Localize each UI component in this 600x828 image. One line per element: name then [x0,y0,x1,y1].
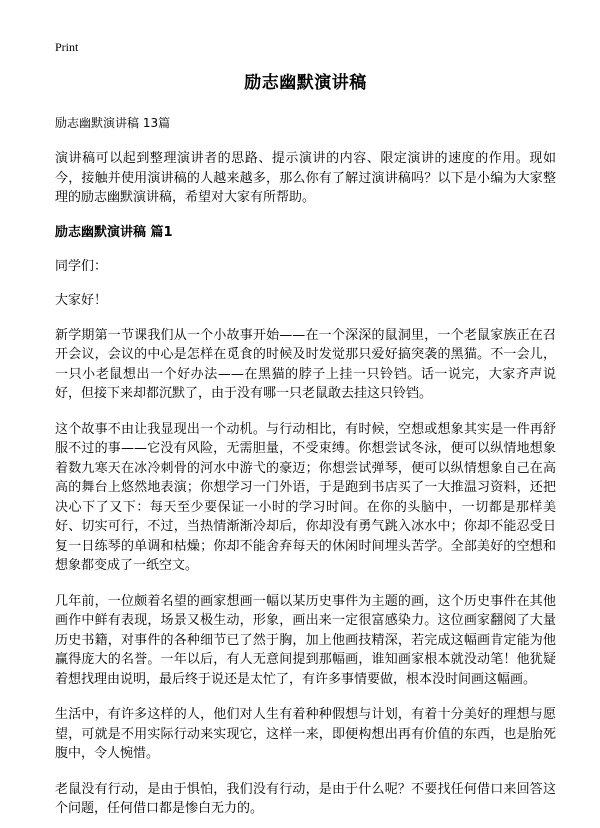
document-title: 励志幽默演讲稿 [244,73,367,93]
body-paragraph: 生活中，有许多这样的人，他们对人生有着种种假想与计划，有着十分美好的理想与愿望，可就是不用实际行动来实现它，这样一来，即便构想出再有价值的东西，也是胎死腹中，令人惋惜。 [55,707,556,761]
body-paragraph: 老鼠没有行动，是由于惧怕，我们没有行动，是由于什么呢？不要找任何借口来回答这个问题，任何借口都是惨白无力的。 [55,781,556,816]
intro-paragraph: 演讲稿可以起到整理演讲者的思路、提示演讲的内容、限定演讲的速度的作用。现如今，接触并使用演讲稿的人越来越多，那么你有了解过演讲稿吗？以下是小编为大家整理的励志幽默演讲稿，希望对大家有所帮助。 [55,151,556,205]
print-link[interactable]: Print [55,40,79,54]
body-paragraph: 新学期第一节课我们从一个小故事开始——在一个深深的鼠洞里，一个老鼠家族正在召开会议，会议的中心是怎样在觅食的时候及时发觉那只爱好搞突袭的黑猫。不一会儿，一只小老鼠想出一个好办法——在黑猫的脖子上挂一只铃铛。话一说完，大家齐声说好，但接下来却都沉默了，由于没有哪一只老鼠敢去挂这只铃铛。 [55,327,556,401]
body-paragraph: 几年前，一位颇着名望的画家想画一幅以某历史事件为主题的画，这个历史事件在其他画作中鲜有表现，场景又极生动，形象，画出来一定很富感染力。这位画家翻阅了大量历史书籍，对事件的各种细节已了然于胸，加上他画技精深，若完成这幅画肯定能为他赢得庞大的名誉。一年以后，有人无意间提到那幅画，谁知画家根本就没动笔！他犹疑着想找理由说明，最后终于说还是太忙了，有许多事情要做，根本没时间画这幅画。 [55,593,556,687]
document-subtitle: 励志幽默演讲稿 13篇 [55,116,171,130]
greeting-hello: 大家好！ [55,292,108,308]
body-paragraph: 这个故事不由让我显现出一个动机。与行动相比，有时候，空想或想象其实是一件再舒服不过的事——它没有风险，无需胆量，不受束缚。你想尝试冬泳，便可以纵情地想象着数九寒天在冰冷刺骨的河水中游弋的豪迈；你想尝试弹琴，便可以纵情想象自己在高高的舞台上悠然地表演；你想学习一门外语，于是跑到书店买了一大推温习资料，还把决心下了又下：每天至少要保证一小时的学习时间。在你的头脑中，一切都是那样美好、切实可行，不过，当热情渐渐冷却后，你却没有勇气跳入冰水中；你却不能忍受日复一日练琴的单调和枯燥；你却不能舍弃每天的休闲时间埋头苦学。全部美好的空想和想象都变成了一纸空文。 [55,421,556,573]
greeting-classmates: 同学们： [55,258,108,274]
section-heading: 励志幽默演讲稿 篇1 [55,224,173,240]
